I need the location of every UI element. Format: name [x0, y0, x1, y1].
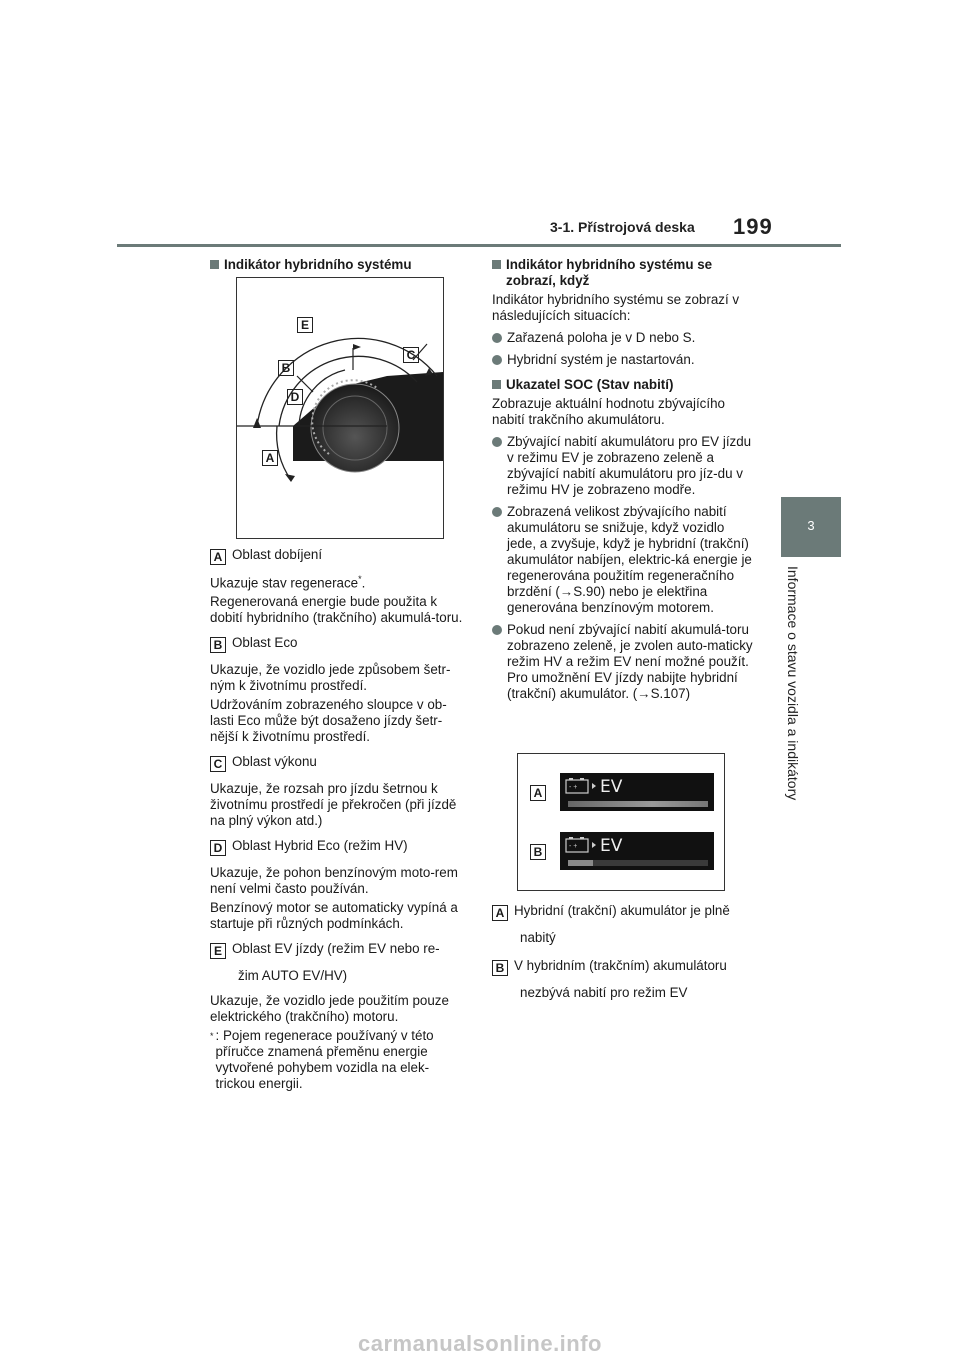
figure-label-c: C: [403, 347, 419, 363]
section-heading: Indikátor hybridního systému: [210, 257, 468, 273]
ev-text: EV: [600, 777, 623, 797]
left-column-text: [210, 547, 468, 1092]
hybrid-indicator-figure: [236, 277, 444, 539]
soc-bar-track: [568, 860, 708, 866]
soc-captions: [492, 903, 756, 1001]
round-bullet-icon: [492, 333, 502, 343]
item-b-title: B Oblast Eco: [210, 635, 468, 653]
svg-text:- +: - +: [569, 784, 578, 791]
figure-label-e: E: [297, 317, 313, 333]
left-column: [210, 257, 468, 273]
soc-bar-track: [568, 801, 708, 807]
item-b-desc1: Ukazuje, že vozidlo jede způsobem šetr-ným k životnímu prostředí.: [210, 662, 451, 694]
bullet-item: Hybridní systém je nastartován.: [492, 352, 756, 368]
soc-bar-fill: [568, 801, 708, 807]
battery-icon: [565, 777, 597, 795]
item-b-desc2: Udržováním zobrazeného sloupce v ob-lasti Eco může být dosaženo jízdy šetr-nější k životnímu prostředí.: [210, 697, 447, 745]
bullet-item: Zařazená poloha je v D nebo S.: [492, 330, 756, 346]
item-a-title: A Oblast dobíjení: [210, 547, 468, 565]
round-bullet-icon: [492, 355, 502, 365]
hybrid-gauge-illustration: [237, 278, 443, 538]
item-a-desc2: Regenerovaná energie bude použita k dobití hybridního (trakčního) akumulá-toru.: [210, 594, 463, 626]
bullet-item: Zobrazená velikost zbývajícího nabití akumulátoru se snižuje, když vozidlo jede, a zvyšuje, když je hybridní (trakční) akumulátor nabíjen, elektric-ká energie je regenerována použitím regeneračního brzdění (→S.90) nebo je elektřina generována benzínovým motorem.: [492, 504, 756, 616]
soc-display-empty: [560, 832, 714, 870]
soc-display-full: [560, 773, 714, 811]
svg-text:- +: - +: [569, 843, 578, 850]
figure-label-b: B: [278, 360, 294, 376]
item-c-desc1: Ukazuje, že rozsah pro jízdu šetrnou k životnímu prostředí je překročen (při jízdě na plný výkon atd.): [210, 781, 457, 829]
soc-label-b: B: [530, 844, 546, 860]
page-number: 199: [733, 214, 773, 239]
caption-a: A Hybridní (trakční) akumulátor je plně: [492, 903, 756, 921]
round-bullet-icon: [492, 437, 502, 447]
heading-indicator-shown: Indikátor hybridního systému se zobrazí, když: [492, 257, 756, 289]
soc-bar-fill: [568, 860, 593, 866]
watermark: carmanualsonline.info: [358, 1331, 602, 1356]
item-c-title: C Oblast výkonu: [210, 754, 468, 772]
item-e-title: E Oblast EV jízdy (režim EV nebo re-: [210, 941, 468, 959]
item-d-desc1: Ukazuje, že pohon benzínovým moto-rem není velmi často používán.: [210, 865, 458, 897]
round-bullet-icon: [492, 625, 502, 635]
square-bullet-icon: [492, 260, 501, 269]
item-a-desc1: Ukazuje stav regenerace*.: [210, 574, 366, 591]
soc-figure: [517, 753, 725, 891]
footnote: * : Pojem regenerace používaný v této příručce znamená přeměnu energie vytvořené pohybem vozidla na elek-trickou energii.: [210, 1028, 434, 1092]
chapter-number: 3: [807, 518, 815, 533]
header-rule: [117, 244, 841, 247]
figure-label-a: A: [262, 450, 278, 466]
soc-label-a: A: [530, 785, 546, 801]
round-bullet-icon: [492, 507, 502, 517]
right-column: [492, 257, 756, 702]
battery-icon: [565, 836, 597, 854]
intro-text: Indikátor hybridního systému se zobrazí v následujících situacích:: [492, 292, 740, 323]
heading-soc: Ukazatel SOC (Stav nabití): [492, 377, 756, 393]
caption-b: B V hybridním (trakčním) akumulátoru: [492, 958, 756, 976]
bullet-item: Pokud není zbývající nabití akumulá-toru zobrazeno zeleně, je zvolen auto-maticky režim HV a režim EV není možné použít. Pro umožnění EV jízdy nabijte hybridní (trakční) akumulátor. (→S.107): [492, 622, 756, 702]
chapter-title: Informace o stavu vozidla a indikátory: [785, 566, 801, 801]
section-title: 3-1. Přístrojová deska: [550, 219, 695, 235]
item-e-desc1: Ukazuje, že vozidlo jede použitím pouze elektrického (trakčního) motoru.: [210, 993, 449, 1025]
item-d-title: D Oblast Hybrid Eco (režim HV): [210, 838, 468, 856]
square-bullet-icon: [492, 380, 501, 389]
soc-intro: Zobrazuje aktuální hodnotu zbývajícího nabití trakčního akumulátoru.: [492, 396, 725, 427]
item-d-desc2: Benzínový motor se automaticky vypíná a startuje při různých podmínkách.: [210, 900, 458, 932]
figure-label-d: D: [287, 389, 303, 405]
bullet-item: Zbývající nabití akumulátoru pro EV jízdu v režimu EV je zobrazeno zeleně a zbývající nabití akumulátoru pro jíz-du v režimu HV je zobrazeno modře.: [492, 434, 756, 498]
caption-b-cont: nezbývá nabití pro režim EV: [520, 985, 688, 1000]
ev-text: EV: [600, 836, 623, 856]
item-e-title-cont: žim AUTO EV/HV): [238, 968, 348, 984]
square-bullet-icon: [210, 260, 219, 269]
caption-a-cont: nabitý: [520, 930, 556, 945]
